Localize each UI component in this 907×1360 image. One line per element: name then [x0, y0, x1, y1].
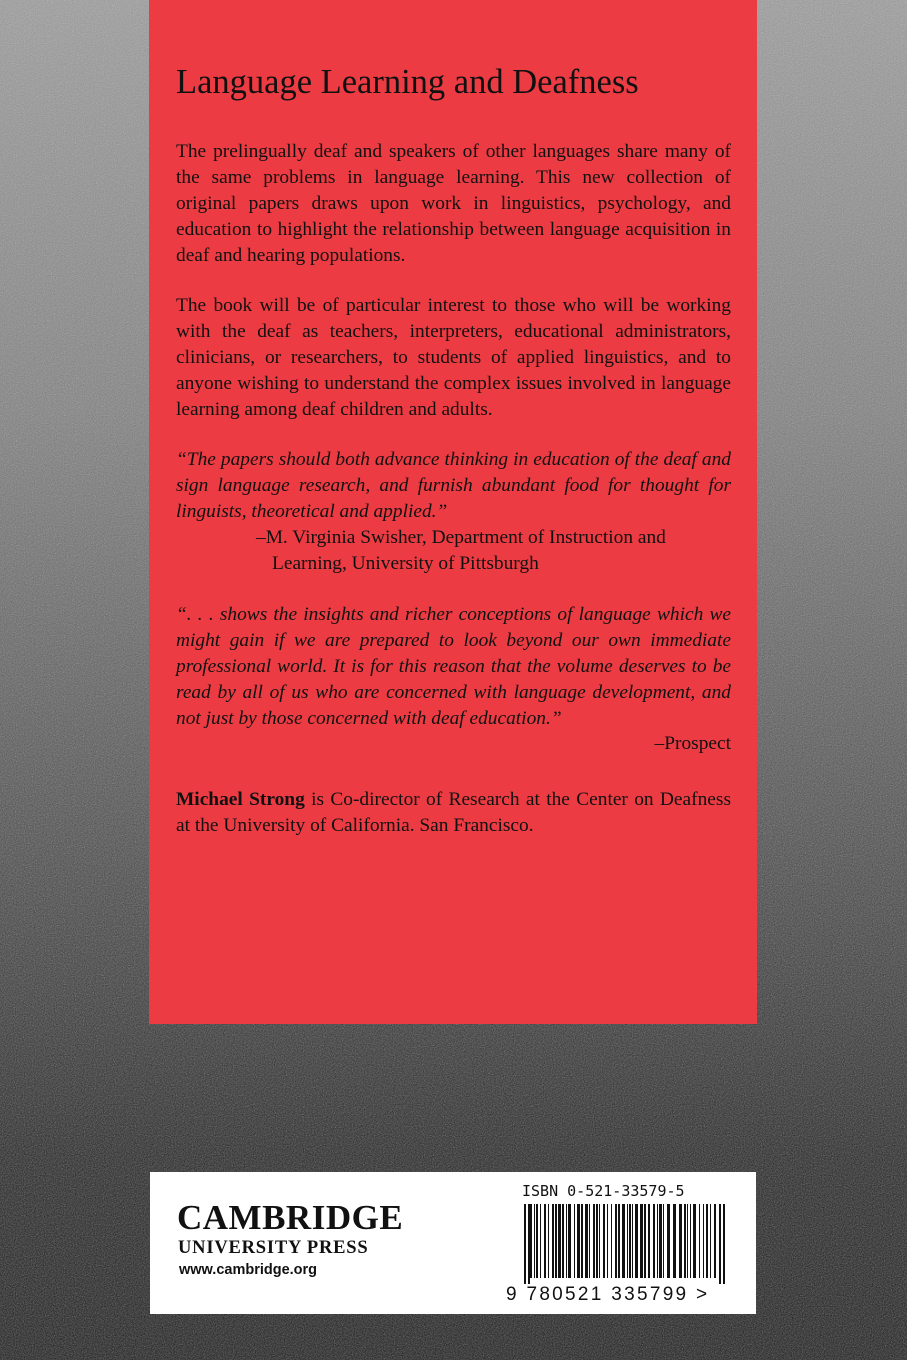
review-quote-1-attribution: –M. Virginia Swisher, Department of Instruction and Learning, University of Pittsburgh: [256, 526, 666, 574]
author-bio-text: is Co-director of Research at the Center on Deafness at the University of California. San Francisco.: [176, 789, 731, 836]
description-panel: [149, 0, 757, 1024]
review-quote-1: “The papers should both advance thinking in education of the deaf and sign language research, and furnish abundant food for thought for linguists, theoretical and applied.”: [176, 449, 731, 522]
publisher-press: UNIVERSITY PRESS: [178, 1238, 369, 1258]
barcode-image: [510, 1204, 740, 1284]
isbn-label: ISBN 0-521-33579-5: [522, 1182, 685, 1200]
review-quote-2: “. . . shows the insights and richer conceptions of language which we might gain if we are prepared to look beyond our own immediate professional world. It is for this reason that the volume deserves to be read by all of us who are concerned with language development, and not just by those concerned with deaf education.”: [176, 604, 731, 729]
publisher-url: www.cambridge.org: [179, 1262, 318, 1278]
description-paragraph-1: The prelingually deaf and speakers of other languages share many of the same problems in language learning. This new collection of original papers draws upon work in linguistics, psychology, and education to highlight the relationship between language acquisition in deaf and hearing populations.: [176, 141, 731, 266]
publisher-barcode-box: [150, 1172, 756, 1314]
review-quote-2-attribution: –Prospect: [654, 733, 731, 755]
description-paragraph-2: The book will be of particular interest to those who will be working with the deaf as teachers, interpreters, educational administrators, clinicians, or researchers, to students of applied linguistics, and to anyone wishing to understand the complex issues involved in language learning among deaf children and adults.: [176, 295, 731, 420]
publisher-logo: CAMBRIDGE: [177, 1198, 404, 1237]
book-title: Language Learning and Deafness: [176, 63, 639, 101]
author-name: Michael Strong: [176, 789, 305, 811]
author-bio: [176, 787, 731, 839]
ean-number: 9 780521 335799 >: [506, 1284, 710, 1305]
